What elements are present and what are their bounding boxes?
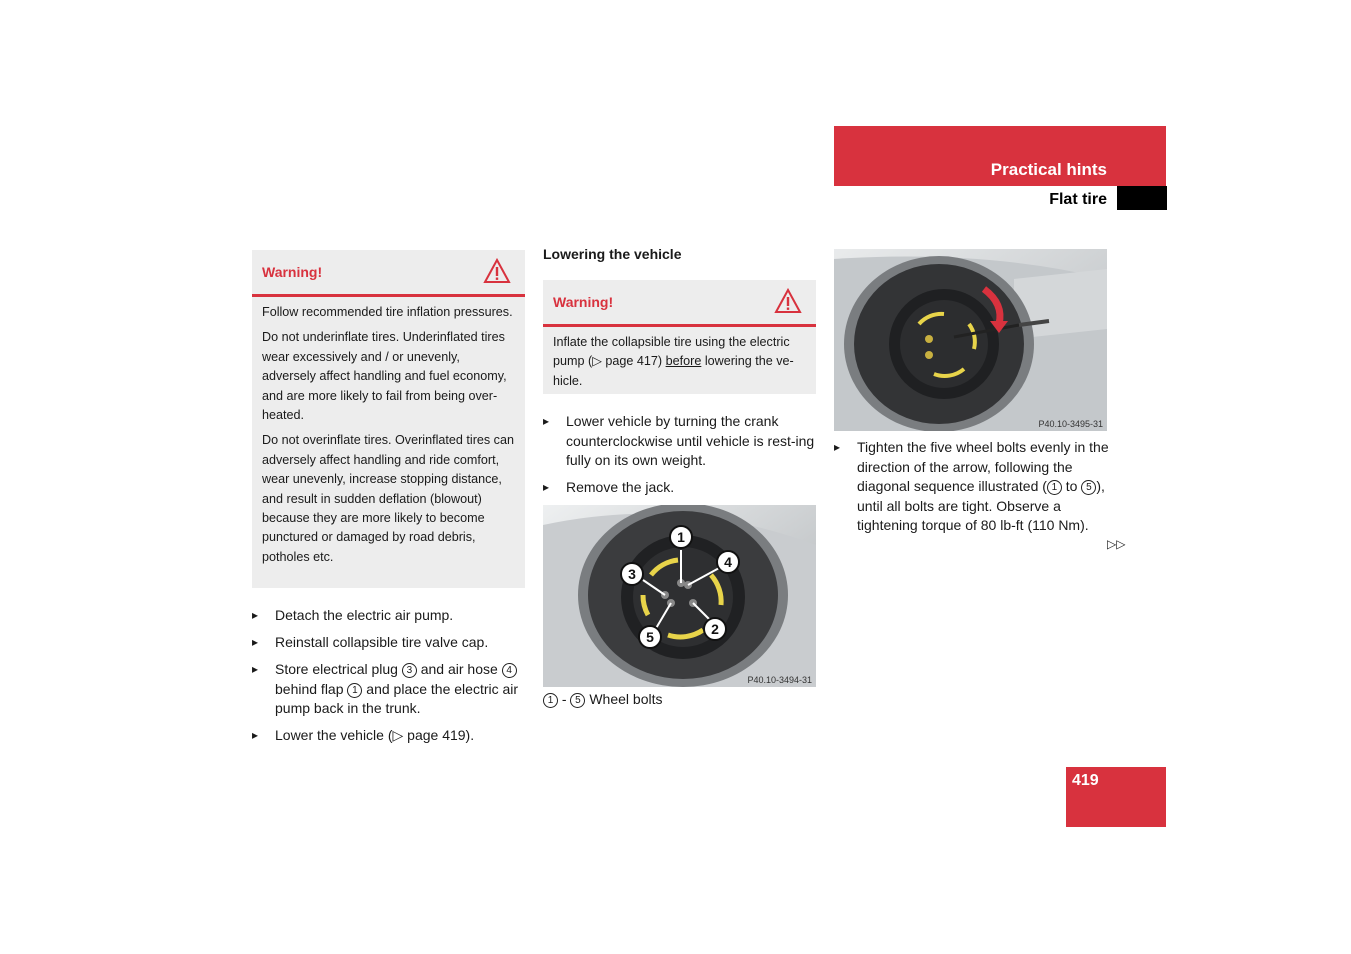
svg-text:4: 4 [724, 554, 732, 570]
lowering-heading: Lowering the vehicle [543, 246, 682, 262]
step-text: and place the electric air pump back in the trunk. [275, 680, 519, 716]
ref-number: 1 [543, 693, 558, 708]
section-tab-marker [1117, 186, 1167, 210]
tighten-bolts-figure [834, 249, 1107, 431]
bolt-label-5 [639, 626, 661, 648]
step-item [834, 438, 1109, 536]
section-title: Practical hints [990, 160, 1107, 179]
warning-paragraph: Follow recommended tire inflation pressures. [262, 305, 513, 319]
warning-body [543, 327, 816, 399]
svg-text:2: 2 [711, 621, 719, 637]
page-number: 419 [1072, 772, 1099, 789]
step-text: Tighten the five wheel bolts evenly in the direction of the arrow, following the diagonal sequence illustrated ( [857, 439, 1109, 494]
step-item [543, 478, 816, 498]
step-text: to [1065, 478, 1078, 494]
step-text: Remove the jack. [566, 479, 675, 495]
warning-text: Inflate the collapsible tire using the electric pump (▷ page 417) [553, 335, 790, 369]
tighten-wheel-illustration [834, 249, 1107, 431]
warning-triangle-icon [483, 258, 511, 284]
step-item [252, 633, 525, 653]
subsection-title: Flat tire [1049, 191, 1107, 208]
step-item [252, 660, 525, 719]
step-text: Lower the vehicle (▷ page 419). [275, 727, 475, 743]
step-item [252, 726, 525, 746]
step-text: Reinstall collapsible tire valve cap. [275, 634, 489, 650]
warning-title: Warning! [553, 294, 614, 310]
right-step-list [834, 438, 1109, 543]
warning-title: Warning! [262, 264, 323, 280]
ref-number: 1 [347, 683, 362, 698]
middle-warning-box [543, 280, 816, 394]
bolt-label-1 [670, 526, 692, 548]
step-text: and air hose [420, 661, 498, 677]
warning-paragraph: Do not overinflate tires. Overinflated tires can adversely affect handling and ride comfort, wear unevenly, increase stopping distance, and result in sudden deflation (blowout) because they are more likely to become punctured or damaged by road debris, potholes etc. [262, 433, 514, 564]
bolt-label-3 [621, 563, 643, 585]
step-text: ), until all bolts are tight. Observe a tightening torque of 80 lb-ft (110 Nm). [857, 478, 1105, 533]
step-text: Lower vehicle by turning the crank counterclockwise until vehicle is rest-ing fully on its own weight. [566, 413, 815, 468]
ref-number: 4 [502, 663, 517, 678]
figure-caption [543, 691, 663, 708]
svg-text:3: 3 [628, 566, 636, 582]
caption-separator: - [561, 691, 567, 707]
warning-text: lowering the ve-hicle. [553, 354, 794, 388]
bolt-label-4 [717, 551, 739, 573]
left-warning-box [252, 250, 525, 588]
continue-marker: ▷▷ [1107, 537, 1126, 551]
warning-paragraph: Do not underinflate tires. Underinflated tires wear excessively and / or unevenly, adversely affect handling and fuel economy, and are more likely to fail from being over-heated. [262, 330, 507, 423]
warning-body [252, 297, 525, 581]
step-item [252, 606, 525, 626]
middle-step-list [543, 412, 816, 505]
svg-text:1: 1 [677, 529, 685, 545]
figure-code: P40.10-3495-31 [1038, 419, 1103, 429]
left-step-list [252, 606, 525, 753]
spare-wheel-illustration [543, 505, 816, 687]
step-text: Detach the electric air pump. [275, 607, 454, 623]
bolt-label-2 [704, 618, 726, 640]
ref-number: 5 [1081, 480, 1096, 495]
wheel-bolts-figure [543, 505, 816, 687]
step-item [543, 412, 816, 471]
ref-number: 3 [402, 663, 417, 678]
figure-code: P40.10-3494-31 [747, 675, 812, 685]
step-text: behind flap [275, 680, 344, 697]
warning-emphasis: before [665, 354, 702, 369]
ref-number: 5 [570, 693, 585, 708]
step-text: Store electrical plug [275, 661, 398, 677]
warning-header [252, 250, 525, 297]
ref-number: 1 [1047, 480, 1062, 495]
svg-text:5: 5 [646, 629, 654, 645]
warning-header [543, 280, 816, 327]
warning-triangle-icon [774, 288, 802, 314]
caption-text: Wheel bolts [589, 691, 663, 707]
